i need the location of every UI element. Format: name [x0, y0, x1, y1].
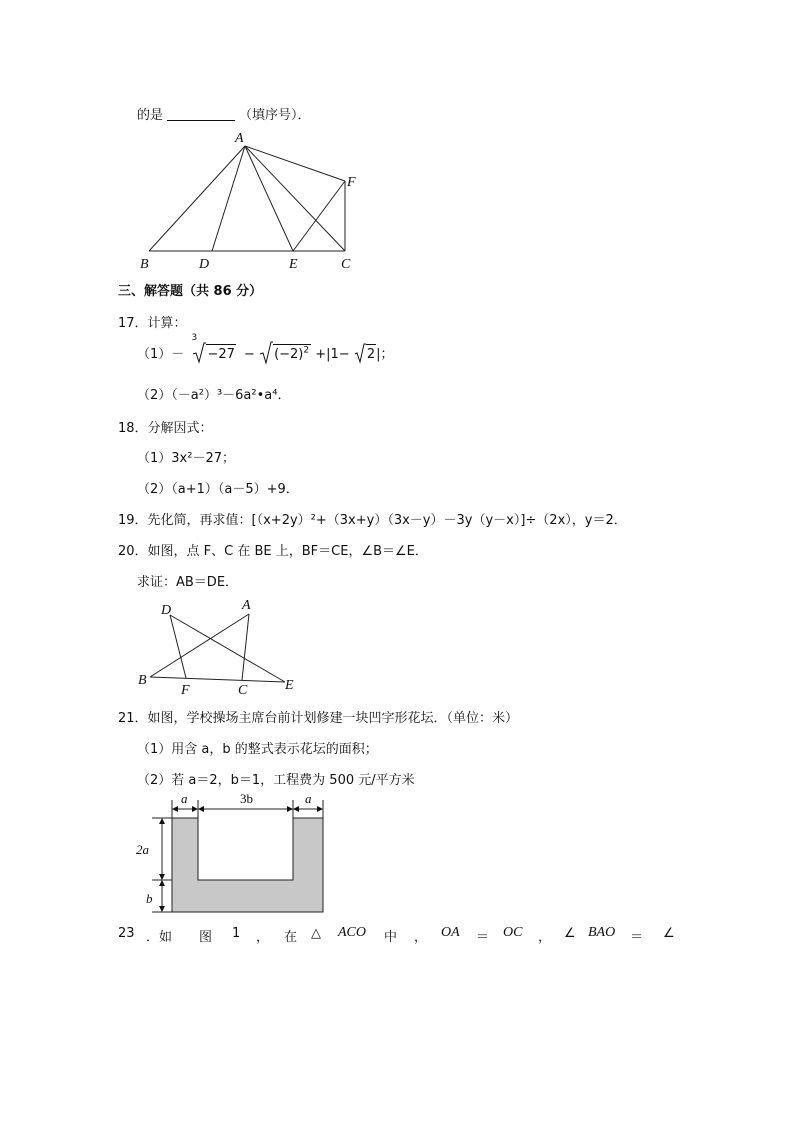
dim-3b: 3b	[240, 791, 253, 806]
q16-suffix: （填序号）．	[239, 108, 311, 123]
cube-radicand: −27	[206, 344, 235, 362]
label-a: A	[235, 131, 244, 146]
dim-2a: 2a	[136, 842, 149, 857]
segment-ad	[212, 146, 245, 251]
q21-part2: （2）若 a＝2，b＝1，工程费为 500 元/平方米	[137, 773, 415, 788]
label-d: D	[161, 603, 172, 618]
segment-ab	[149, 146, 245, 251]
radical-sign-square	[259, 340, 273, 366]
q16-prefix: 的是	[137, 108, 164, 123]
q21-stem: 21．如图，学校操场主席台前计划修建一块凹字形花坛．（单位：米）	[118, 711, 519, 726]
segment-df	[170, 615, 186, 678]
q18-stem: 18．分解因式：	[118, 421, 213, 436]
q18-part1: （1）3x²－27；	[137, 451, 235, 466]
radical-sign-cube	[192, 341, 206, 365]
figure-q21-flowerbed	[130, 790, 330, 920]
q17-part1: （1）－ 3 $-27 - (-2)^2 +|1- 2|$；	[137, 340, 394, 370]
segment-be	[150, 677, 285, 682]
dim-a-left: a	[181, 791, 188, 806]
label-a: A	[242, 598, 251, 613]
figure-q16	[135, 128, 365, 273]
segment-ba	[150, 614, 249, 677]
q16-tail	[137, 104, 311, 123]
label-b: B	[140, 257, 149, 272]
segment-ae	[245, 146, 293, 251]
q17-part2: （2）（－a²）³－6a²•a⁴．	[137, 388, 291, 403]
answer-blank[interactable]	[167, 108, 235, 121]
u-shaped-flowerbed	[172, 818, 323, 912]
label-d: D	[199, 257, 210, 272]
dim-b: b	[146, 891, 153, 906]
label-e: E	[289, 257, 298, 272]
radical-sign-small	[354, 342, 366, 364]
segment-ef	[293, 181, 345, 251]
label-f: F	[347, 175, 356, 190]
dim-a-right: a	[305, 791, 312, 806]
figure-q20	[135, 594, 305, 698]
q20-prove: 求证：AB＝DE．	[137, 575, 239, 590]
square-radicand: $(-2)^2$	[274, 345, 310, 362]
q19-text: 19．先化简，再求值：[（x+2y）²+（3x+y）（3x－y）－3y（y－x）]÷（2x），y＝2．	[118, 513, 627, 528]
label-b: B	[138, 673, 147, 688]
segment-de	[170, 615, 285, 682]
label-f: F	[181, 683, 190, 698]
q20-stem: 20．如图，点 F、C 在 BE 上，BF＝CE，∠B＝∠E．	[118, 544, 428, 559]
q18-part2: （2）（a+1）（a－5）+9．	[137, 482, 299, 497]
q21-part1: （1）用含 a，b 的整式表示花坛的面积；	[137, 742, 378, 757]
label-c: C	[238, 683, 248, 698]
cube-root-index: 3	[191, 333, 198, 343]
section-title: 三、解答题（共 86 分）	[118, 284, 263, 299]
segment-af	[245, 146, 345, 181]
label-c: C	[341, 257, 351, 272]
q17-stem: 17．计算：	[118, 316, 187, 331]
segment-ac	[242, 614, 249, 680]
label-e: E	[285, 678, 294, 693]
segment-ac	[245, 146, 345, 251]
